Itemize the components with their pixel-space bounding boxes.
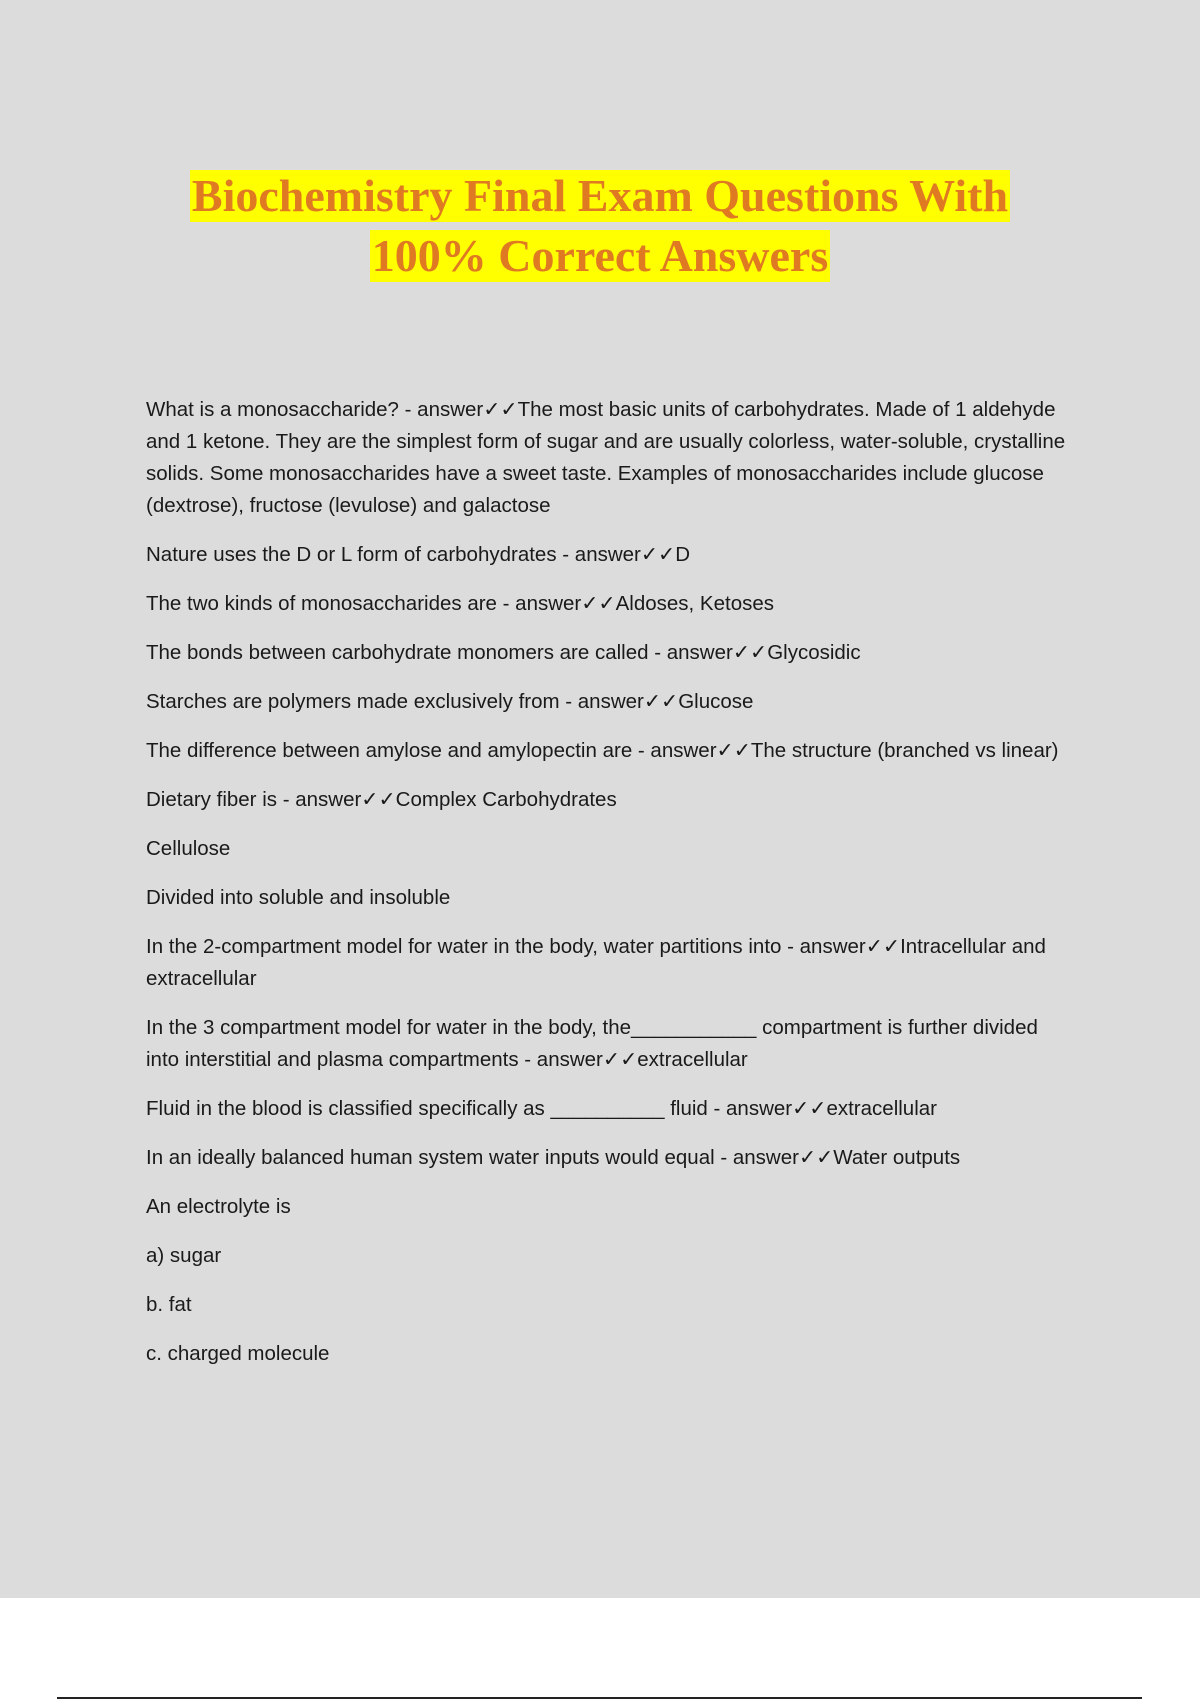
question-monosaccharide: What is a monosaccharide? - answer✓✓The most basic units of carbohydrates. Made of 1 aldehyde and 1 ketone. They are the simplest form of sugar and are usually colorless, water-soluble, crystalline solids. Some monosaccharides have a sweet taste. Examples of monosaccharides include glucose (dextrose), fructose (levulose) and galactose xyxy=(146,398,1066,517)
question-carbohydrate-bonds: The bonds between carbohydrate monomers are called - answer✓✓Glycosidic xyxy=(146,641,861,664)
text-cellulose: Cellulose xyxy=(146,837,231,860)
question-2-compartment-model: In the 2-compartment model for water in the body, water partitions into - answer✓✓Intracellular and extracellular xyxy=(146,935,1046,990)
title-line-1: Biochemistry Final Exam Questions With xyxy=(191,170,1009,221)
question-starches: Starches are polymers made exclusively from - answer✓✓Glucose xyxy=(146,690,754,713)
question-list xyxy=(146,394,1076,1387)
question-3-compartment-model: In the 3 compartment model for water in the body, the___________ compartment is further divided into interstitial and plasma compartments - answer✓✓extracellular xyxy=(146,1016,1038,1071)
question-d-or-l-form: Nature uses the D or L form of carbohydrates - answer✓✓D xyxy=(146,543,691,566)
text-soluble-insoluble: Divided into soluble and insoluble xyxy=(146,886,451,909)
question-dietary-fiber: Dietary fiber is - answer✓✓Complex Carbohydrates xyxy=(146,788,617,811)
question-amylose-amylopectin: The difference between amylose and amylopectin are - answer✓✓The structure (branched vs linear) xyxy=(146,739,1059,762)
page-divider xyxy=(57,1697,1142,1699)
option-b: b. fat xyxy=(146,1293,192,1316)
title-line-2: 100% Correct Answers xyxy=(371,230,829,281)
option-c: c. charged molecule xyxy=(146,1342,330,1365)
option-a: a) sugar xyxy=(146,1244,222,1267)
question-blood-fluid: Fluid in the blood is classified specifically as __________ fluid - answer✓✓extracellular xyxy=(146,1097,937,1120)
document-title xyxy=(0,170,1200,290)
question-water-balance: In an ideally balanced human system water inputs would equal - answer✓✓Water outputs xyxy=(146,1146,961,1169)
question-kinds-of-monosaccharides: The two kinds of monosaccharides are - answer✓✓Aldoses, Ketoses xyxy=(146,592,775,615)
question-electrolyte: An electrolyte is xyxy=(146,1195,291,1218)
